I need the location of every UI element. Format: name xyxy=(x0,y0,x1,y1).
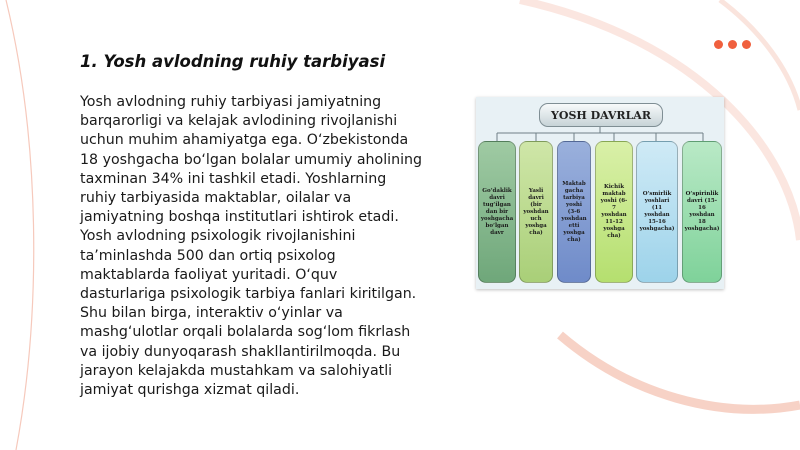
column-label: Kichik maktab yoshi (6-7 yoshdan 11-12 yoshga cha) xyxy=(600,184,628,239)
diagram-column-adolescence xyxy=(636,141,678,283)
age-periods-diagram xyxy=(476,97,724,289)
left-decorative-line xyxy=(6,0,34,450)
slide-body-text: Yosh avlodning ruhiy tarbiyasi jamiyatning barqarorligi va kelajak avlodining rivojlanishi uchun muhim ahamiyatga ega. O‘zbekistonda 18 yoshgacha bo‘lgan bolalar umumiy aholining taxminan 34% ini tashkil etadi. Yoshlarning ruhiy tarbiyasida maktablar, oilalar va jamiyatning boshqa institutlari ishtirok etadi. Yosh avlodning psixologik rivojlanishini ta’minlashda 500 dan ortiq psixolog maktablarda faoliyat yuritadi. O‘quv dasturlariga psixologik tarbiya fanlari kiritilgan. Shu bilan birga, interaktiv o‘yinlar va mashg‘ulotlar orqali bolalarda sog‘lom fikrlash va ijobiy dunyoqarash shakllantirilmoqda. Bu jarayon kelajakda mustahkam va salohiyatli jamiyat qurishga xizmat qiladi. xyxy=(80,94,423,399)
diagram-column-nursery xyxy=(519,141,553,283)
column-label: Go‘daklik davri tug‘ilgan dan bir yoshgacha bo‘lgan davr xyxy=(480,187,514,236)
menu-dots-icon xyxy=(714,40,751,49)
diagram-column-junior-school xyxy=(595,141,633,283)
column-label: Maktab gacha tarbiya yoshi (3-6 yoshdan etti yoshga cha) xyxy=(561,180,587,243)
corner-arc xyxy=(720,0,800,110)
right-lower-arc xyxy=(560,335,800,409)
diagram-column-infancy xyxy=(478,141,516,283)
dot xyxy=(714,40,723,49)
diagram-column-youth xyxy=(682,141,722,283)
dot xyxy=(742,40,751,49)
slide-title: 1. Yosh avlodning ruhiy tarbiyasi xyxy=(80,52,386,71)
column-label: O‘spirinlik davri (15-16 yoshdan 18 yoshgacha) xyxy=(684,191,720,232)
column-label: O‘smirlik yoshlari (11 yoshdan 15-16 yoshgacha) xyxy=(639,191,675,232)
diagram-header: YOSH DAVRLAR xyxy=(539,103,663,127)
dot xyxy=(728,40,737,49)
column-label: Yasli davri (bir yoshdan uch yoshga cha) xyxy=(523,187,549,236)
diagram-column-preschool xyxy=(557,141,591,283)
